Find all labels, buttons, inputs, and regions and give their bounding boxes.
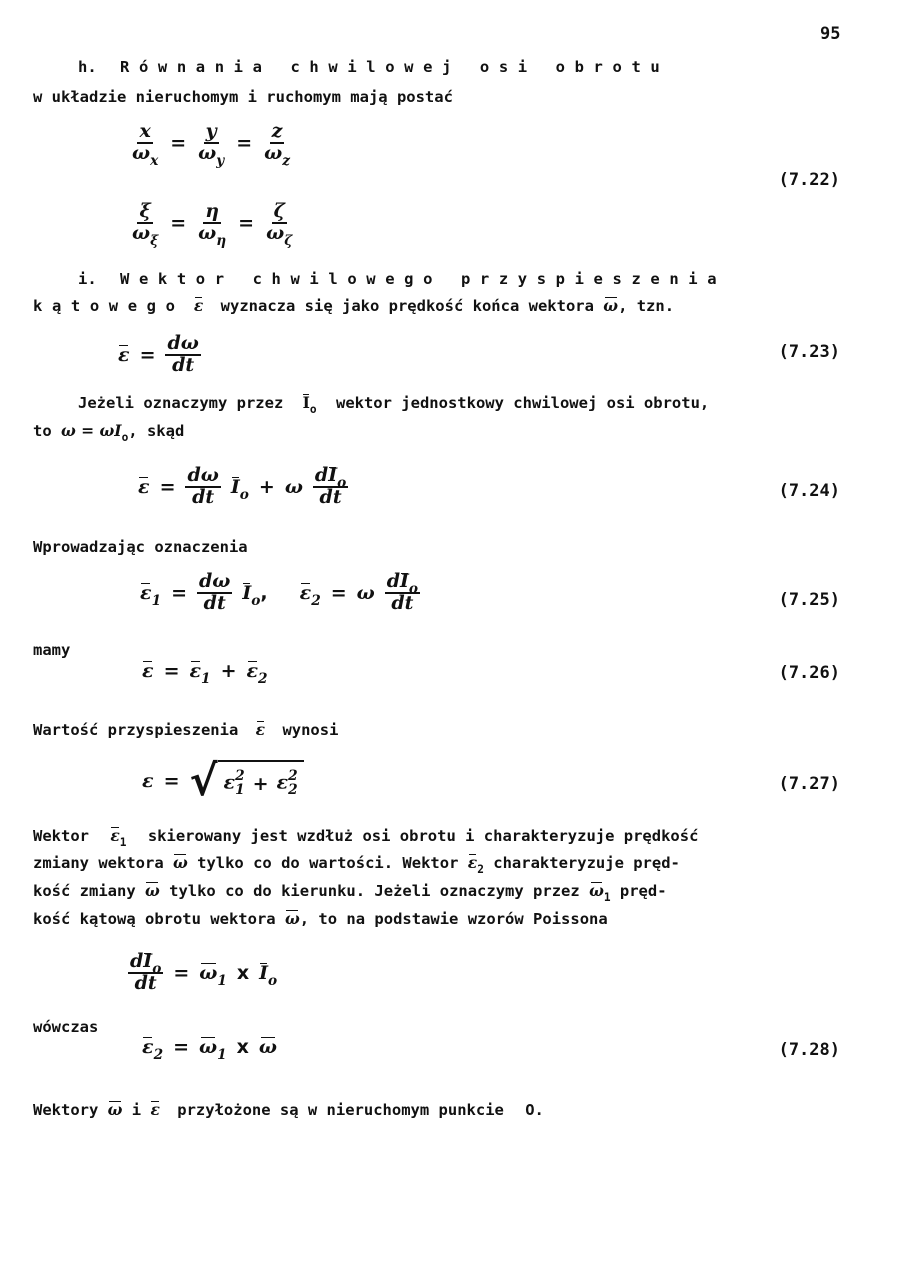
fraction: $\frac{dI_o}{dt}$: [130, 950, 162, 994]
paragraph-5-line-2: zmiany wektora ω tylko co do wartości. Wektor $\varepsilon_2$ charakteryzuje pręd-: [33, 853, 680, 877]
equation-number: (7.26): [778, 663, 840, 683]
equation-number: (7.28): [778, 1040, 840, 1060]
equation-7-22-row-2: $\frac{\xi}{\omega_\xi}$ = $\frac{\eta}{\omega_\eta}$ = $\frac{\zeta}{\omega_\zeta}$: [132, 200, 293, 250]
section-h-heading: [78, 58, 669, 76]
equation-7-28: $\varepsilon_2$ = $\omega_1$ x ω: [142, 1036, 277, 1064]
equation-7-24: ε = $\frac{d\omega}{dt}$ $I_o$ + ω $\frac{dI_o}{dt}$: [138, 464, 347, 508]
epsilon-vector-symbol: ε: [193, 296, 204, 315]
fraction: $\frac{y}{\omega_y}$: [198, 120, 225, 170]
page-number: 95: [820, 24, 841, 44]
fraction: $\frac{dI_o}{dt}$: [314, 464, 347, 508]
equation-number: (7.24): [778, 481, 840, 501]
equation-number: (7.22): [778, 170, 840, 190]
paragraph-7: Wektory ω i ε przyłożone są w nieruchomym punkcie O.: [33, 1100, 544, 1119]
fraction: $\frac{\zeta}{\omega_\zeta}$: [266, 200, 293, 250]
section-i-heading: [78, 270, 726, 288]
fraction: $\frac{d\omega}{dt}$: [187, 464, 219, 508]
fraction: $\frac{x}{\omega_x}$: [132, 120, 159, 170]
equation-7-26: ε = $\varepsilon_1$ + $\varepsilon_2$: [142, 660, 268, 688]
paragraph-5-line-1: Wektor $\varepsilon_1$ skierowany jest wzdłuż osi obrotu i charakteryzuje prędkość: [33, 826, 699, 850]
equation-number: (7.25): [778, 590, 840, 610]
equation-poisson: $\frac{dI_o}{dt}$ = $\omega_1$ x $I_o$: [130, 950, 278, 994]
square-root: √ ε 2 1 + ε 2 2: [189, 760, 303, 802]
paragraph-2: Wprowadzając oznaczenia: [33, 538, 248, 556]
fraction: $\frac{dI_o}{dt}$: [386, 570, 419, 614]
equation-7-27: ε = √ ε 2 1 + ε 2 2: [142, 760, 304, 802]
equation-7-22-row-1: $\frac{x}{\omega_x}$ = $\frac{y}{\omega_y}$ = $\frac{z}{\omega_z}$: [132, 120, 290, 170]
equation-7-25: $\varepsilon_1$ = $\frac{d\omega}{dt}$ $I_o$, $\varepsilon_2$ = ω $\frac{dI_o}{dt}$: [140, 570, 419, 614]
paragraph-1-line-2: to $\omega = \omega I_o$, skąd: [33, 421, 185, 445]
section-h-label: h.: [78, 58, 97, 76]
omega-vector-symbol: ω: [603, 296, 619, 315]
paragraph-5-line-4: kość kątową obrotu wektora ω, to na podstawie wzorów Poissona: [33, 909, 608, 928]
fraction: $\frac{z}{\omega_z}$: [264, 120, 290, 170]
paragraph-5-line-3: kość zmiany ω tylko co do kierunku. Jeżeli oznaczymy przez $\omega_1$ pręd-: [33, 881, 667, 905]
fraction: $\frac{d\omega}{dt}$: [199, 570, 231, 614]
fraction: $\frac{d\omega}{dt}$: [167, 332, 199, 376]
paragraph-3: mamy: [33, 641, 71, 659]
section-h-text: w układzie nieruchomym i ruchomym mają postać: [33, 88, 453, 106]
paragraph-6: wówczas: [33, 1018, 99, 1036]
section-h-title: Równania chwilowej osi obrotu: [120, 58, 670, 76]
section-i-title: Wektor chwilowego przyspieszenia: [120, 270, 727, 288]
equation-7-23: ε = $\frac{d\omega}{dt}$: [118, 332, 199, 376]
fraction: $\frac{\eta}{\omega_\eta}$: [198, 200, 227, 250]
section-i-line-2: kątowego ε wyznacza się jako prędkość końca wektora ω, tzn.: [33, 296, 675, 315]
fraction: $\frac{\xi}{\omega_\xi}$: [132, 200, 159, 250]
equation-number: (7.27): [778, 774, 840, 794]
equation-number: (7.23): [778, 342, 840, 362]
paragraph-4: Wartość przyspieszenia ε wynosi: [33, 720, 339, 739]
paragraph-1-line-1: Jeżeli oznaczymy przez $I_o$ wektor jednostkowy chwilowej osi obrotu,: [78, 393, 710, 417]
section-i-label: i.: [78, 270, 97, 288]
